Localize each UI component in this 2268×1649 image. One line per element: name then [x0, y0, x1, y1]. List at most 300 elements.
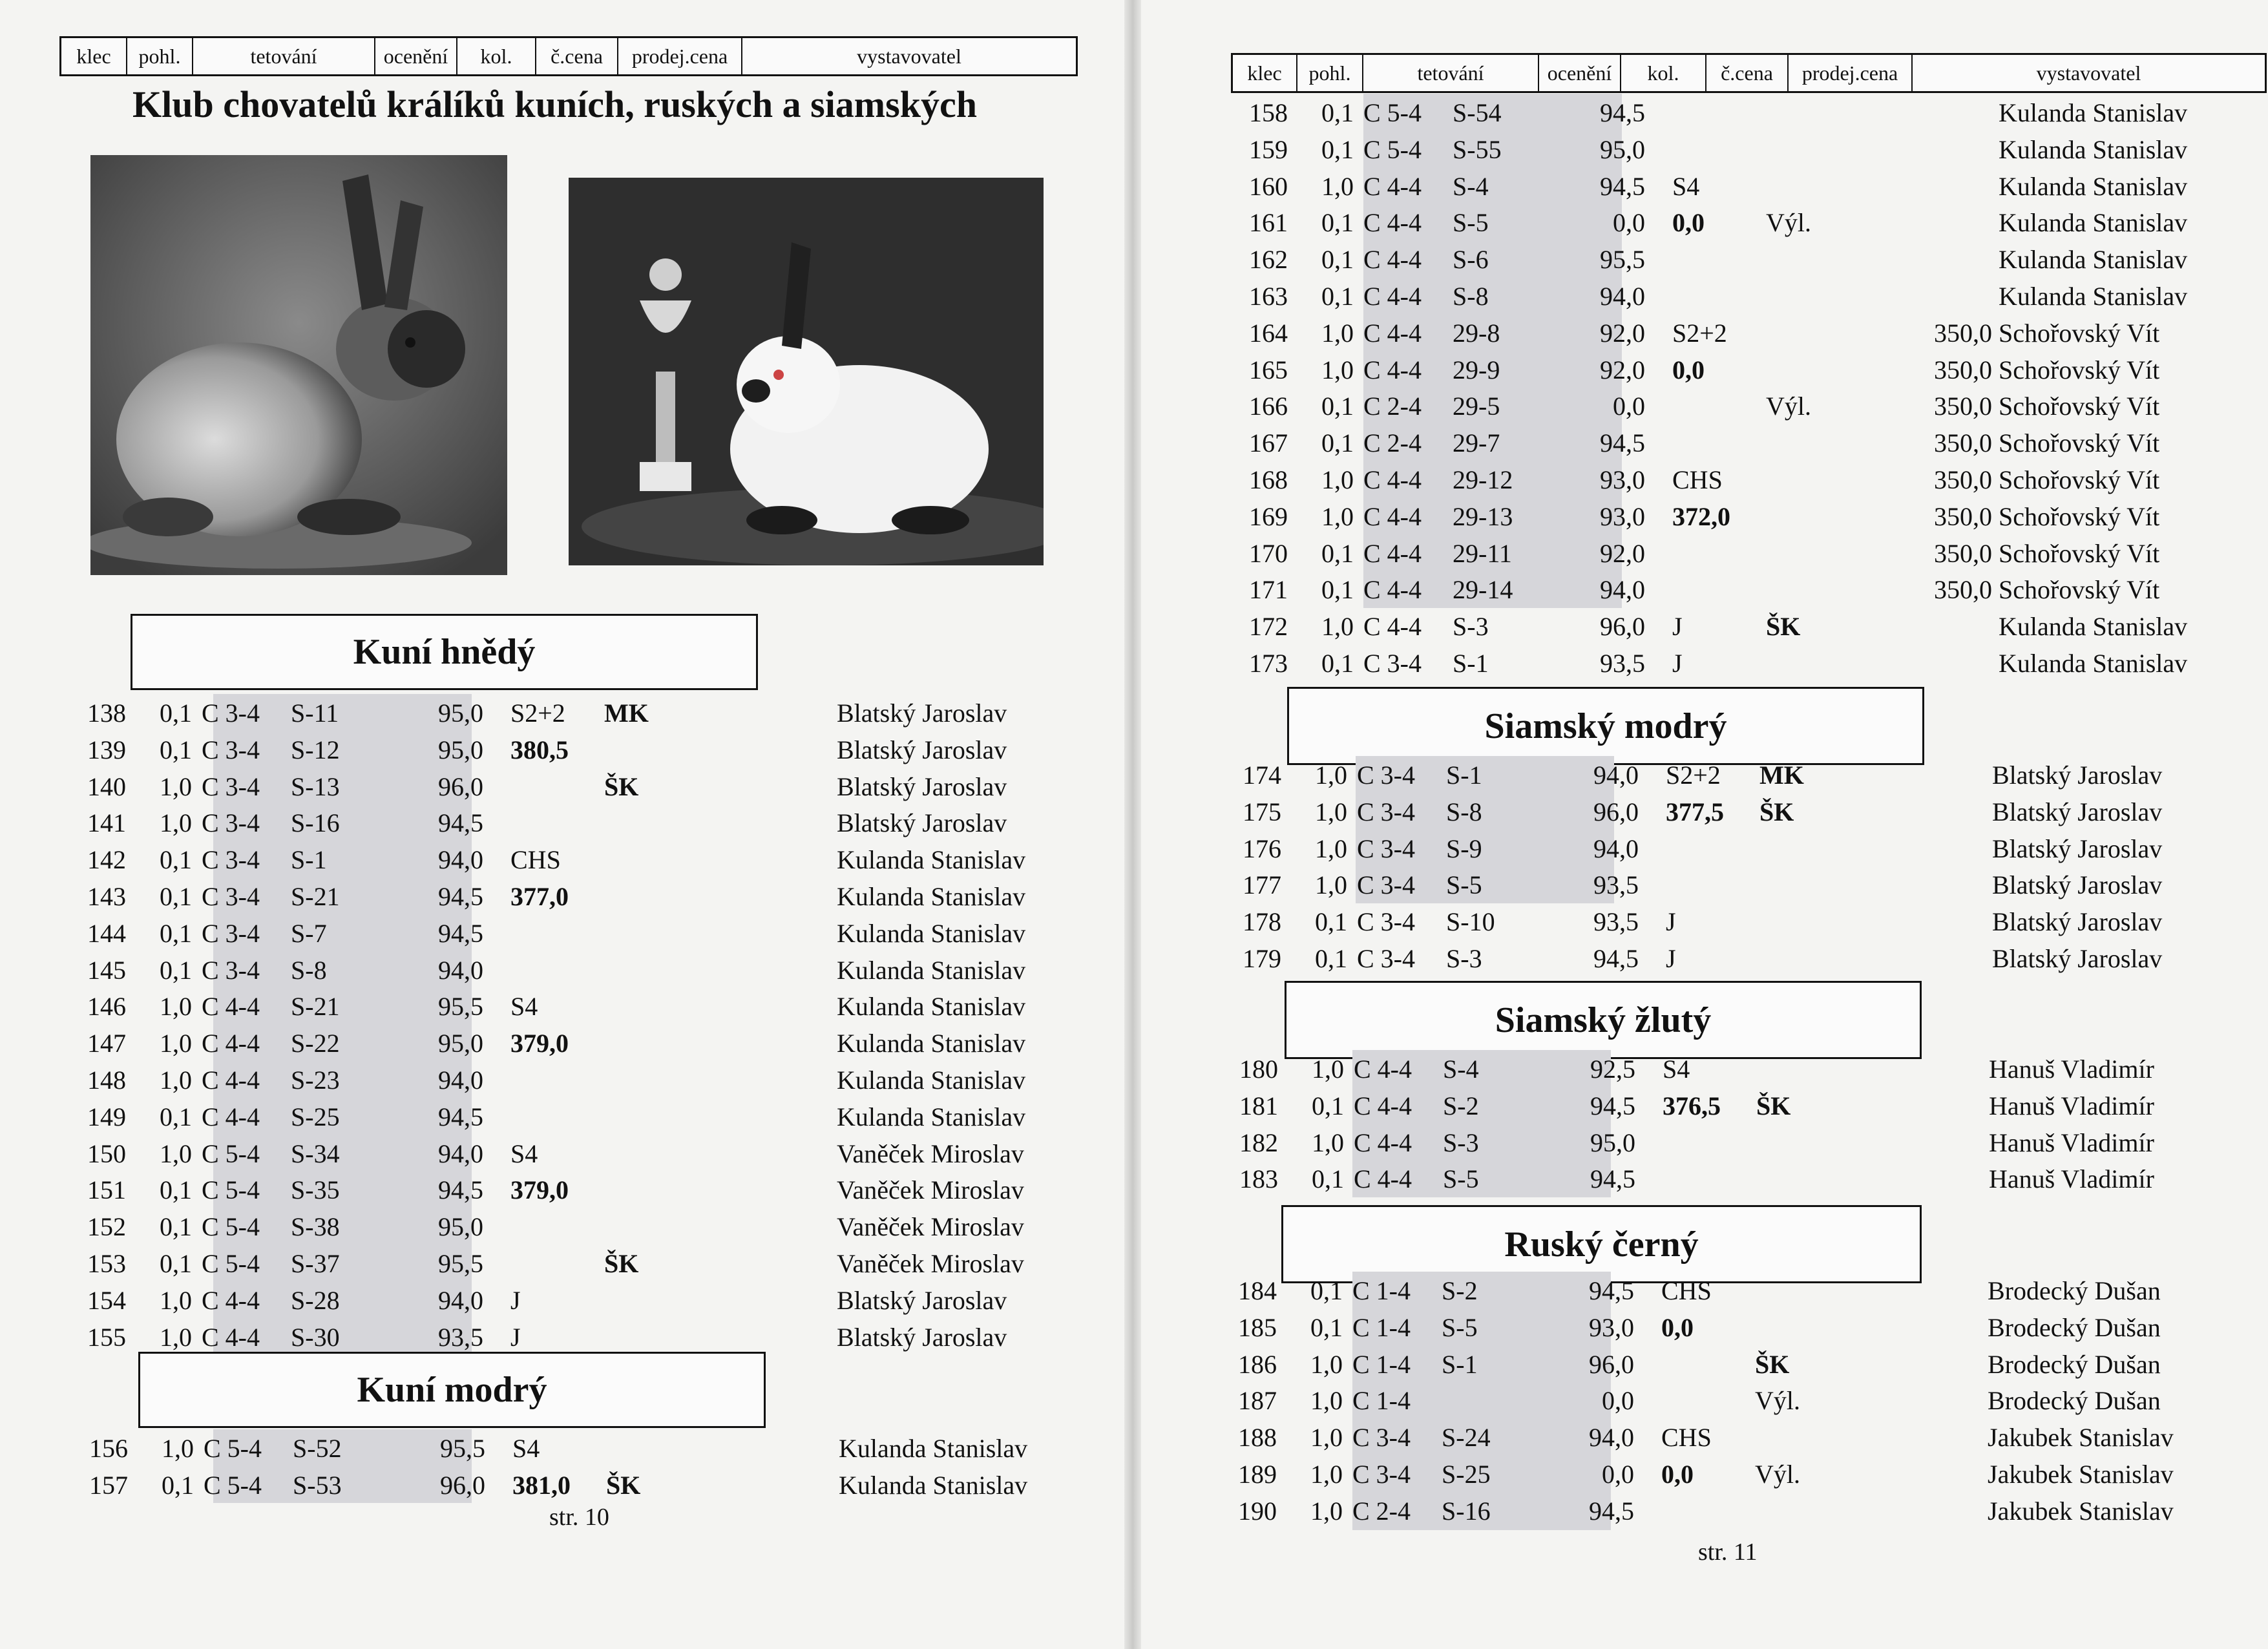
row-sex: 0,1	[160, 698, 192, 728]
table-row	[1238, 1345, 2246, 1382]
table-row	[1249, 240, 2257, 277]
row-cage-number: 176	[1243, 834, 1281, 863]
row-score: 93,5	[1593, 870, 1639, 900]
row-exhibitor: Kulanda Stanislav	[837, 955, 1026, 985]
row-exhibitor: Hanuš Vladimír	[1989, 1164, 2154, 1194]
row-tattoo-left: C 3-4	[202, 881, 260, 911]
row-sex: 0,1	[160, 1102, 192, 1131]
table-row	[1239, 1050, 2247, 1087]
row-score: 94,5	[438, 918, 483, 948]
row-collection: 0,0	[1672, 208, 1705, 238]
table-row	[1238, 1308, 2246, 1345]
row-tattoo-left: C 5-4	[202, 1248, 260, 1278]
row-prize: Výl.	[1755, 1386, 1800, 1416]
row-exhibitor: Kulanda Stanislav	[837, 881, 1026, 911]
row-tattoo-left: C 3-4	[202, 845, 260, 875]
row-tattoo-left: C 3-4	[202, 955, 260, 985]
row-sex: 1,0	[1312, 1128, 1344, 1157]
row-score: 0,0	[1602, 1459, 1634, 1489]
row-tattoo-right: S-1	[1446, 761, 1482, 790]
row-prize: ŠK	[1766, 612, 1801, 642]
header-prodej: prodej.cena	[1789, 55, 1913, 91]
row-sale-price: 350,0	[1934, 538, 1992, 568]
row-sale-price: 350,0	[1934, 392, 1992, 421]
row-exhibitor: Schořovský Vít	[1999, 392, 2160, 421]
row-score: 92,0	[1600, 538, 1645, 568]
row-tattoo-right: S-37	[291, 1248, 340, 1278]
row-score: 94,5	[1600, 98, 1645, 127]
row-score: 93,5	[1593, 907, 1639, 937]
row-cage-number: 184	[1238, 1276, 1277, 1305]
row-score: 0,0	[1613, 208, 1645, 238]
row-tattoo-right: S-1	[1442, 1349, 1478, 1379]
row-sex: 0,1	[1315, 943, 1347, 973]
row-prize: Výl.	[1755, 1459, 1800, 1489]
row-tattoo-left: C 5-4	[204, 1470, 262, 1500]
row-collection: S4	[510, 1139, 538, 1168]
table-row	[1239, 1160, 2247, 1197]
row-cage-number: 174	[1243, 761, 1281, 790]
row-tattoo-left: C 5-4	[202, 1175, 260, 1205]
row-sex: 1,0	[1310, 1496, 1343, 1526]
row-score: 94,5	[438, 1175, 483, 1205]
table-row	[87, 1135, 1095, 1171]
row-tattoo-left: C 4-4	[1354, 1055, 1412, 1084]
row-prize: ŠK	[604, 1248, 639, 1278]
row-tattoo-right: S-5	[1453, 208, 1489, 238]
row-cage-number: 156	[89, 1434, 128, 1463]
row-sale-price: 350,0	[1934, 465, 1992, 494]
row-cage-number: 165	[1249, 355, 1288, 384]
row-sex: 1,0	[162, 1434, 194, 1463]
row-tattoo-right: 29-14	[1453, 575, 1513, 605]
table-row	[1249, 94, 2257, 131]
left-page	[0, 0, 1132, 1649]
row-prize: ŠK	[1756, 1091, 1791, 1120]
table-row	[1249, 644, 2257, 681]
row-tattoo-right: S-4	[1443, 1055, 1479, 1084]
row-prize: Výl.	[1766, 208, 1811, 238]
row-tattoo-left: C 3-4	[1357, 943, 1415, 973]
row-sex: 0,1	[1321, 245, 1354, 275]
section-title-kuni-modry: Kuní modrý	[138, 1352, 766, 1428]
rows-kuni-hnedy	[87, 694, 1095, 1354]
row-collection: J	[1672, 648, 1683, 678]
row-exhibitor: Kulanda Stanislav	[837, 918, 1026, 948]
row-sex: 0,1	[1321, 281, 1354, 311]
row-collection: 377,5	[1666, 797, 1724, 826]
row-score: 94,5	[438, 808, 483, 838]
row-exhibitor: Kulanda Stanislav	[837, 1029, 1026, 1058]
row-cage-number: 150	[87, 1139, 126, 1168]
row-sex: 0,1	[1321, 538, 1354, 568]
row-exhibitor: Jakubek Stanislav	[1988, 1423, 2174, 1453]
row-sex: 0,1	[1321, 428, 1354, 458]
row-exhibitor: Schořovský Vít	[1999, 575, 2160, 605]
right-page	[1142, 0, 2268, 1649]
row-collection: S4	[1663, 1055, 1690, 1084]
row-cage-number: 148	[87, 1065, 126, 1095]
row-tattoo-left: C 3-4	[1352, 1423, 1411, 1453]
row-cage-number: 140	[87, 772, 126, 801]
row-tattoo-right: S-38	[291, 1212, 340, 1242]
row-sex: 1,0	[1315, 797, 1347, 826]
row-tattoo-right: S-5	[1446, 870, 1482, 900]
row-collection: 372,0	[1672, 501, 1730, 531]
row-cage-number: 157	[89, 1470, 128, 1500]
row-tattoo-left: C 3-4	[202, 918, 260, 948]
table-row	[1238, 1272, 2246, 1308]
row-collection: CHS	[1661, 1276, 1712, 1305]
row-tattoo-left: C 5-4	[202, 1139, 260, 1168]
table-row	[1249, 351, 2257, 388]
row-score: 0,0	[1613, 392, 1645, 421]
table-row	[89, 1466, 1097, 1503]
row-tattoo-left: C 4-4	[1363, 245, 1422, 275]
row-tattoo-right: S-2	[1442, 1276, 1478, 1305]
row-exhibitor: Blatský Jaroslav	[1992, 943, 2163, 973]
row-exhibitor: Kulanda Stanislav	[1999, 98, 2188, 127]
row-exhibitor: Jakubek Stanislav	[1988, 1496, 2174, 1526]
header-oceneni: ocenění	[375, 38, 457, 74]
row-exhibitor: Vaněček Miroslav	[837, 1212, 1024, 1242]
row-sex: 1,0	[1315, 761, 1347, 790]
row-tattoo-right: S-21	[291, 881, 340, 911]
header-prodej: prodej.cena	[618, 38, 742, 74]
row-score: 94,5	[1600, 428, 1645, 458]
row-exhibitor: Kulanda Stanislav	[1999, 281, 2188, 311]
row-tattoo-right: S-34	[291, 1139, 340, 1168]
row-tattoo-left: C 2-4	[1363, 428, 1422, 458]
row-tattoo-left: C 3-4	[1357, 797, 1415, 826]
row-tattoo-left: C 4-4	[1354, 1128, 1412, 1157]
row-cage-number: 183	[1239, 1164, 1278, 1194]
row-score: 96,0	[1593, 797, 1639, 826]
row-sex: 1,0	[160, 992, 192, 1022]
row-sex: 0,1	[160, 735, 192, 764]
row-cage-number: 185	[1238, 1312, 1277, 1342]
row-score: 0,0	[1602, 1386, 1634, 1416]
row-exhibitor: Blatský Jaroslav	[837, 772, 1007, 801]
row-collection: 0,0	[1661, 1459, 1694, 1489]
row-tattoo-right: S-4	[1453, 171, 1489, 201]
row-tattoo-right: S-1	[291, 845, 327, 875]
table-row	[1249, 424, 2257, 461]
table-row	[1243, 903, 2251, 940]
row-score: 96,0	[438, 772, 483, 801]
row-sex: 0,1	[162, 1470, 194, 1500]
row-score: 92,0	[1600, 355, 1645, 384]
row-score: 95,0	[438, 1029, 483, 1058]
row-collection: CHS	[1661, 1423, 1712, 1453]
row-sale-price: 350,0	[1934, 575, 1992, 605]
table-row	[1239, 1124, 2247, 1161]
table-row	[1243, 830, 2251, 867]
row-exhibitor: Schořovský Vít	[1999, 428, 2160, 458]
row-exhibitor: Hanuš Vladimír	[1989, 1055, 2154, 1084]
row-exhibitor: Schořovský Vít	[1999, 501, 2160, 531]
row-tattoo-right: 29-9	[1453, 355, 1500, 384]
row-tattoo-right: 29-12	[1453, 465, 1513, 494]
page-number-right: str. 11	[1698, 1539, 1758, 1566]
table-row	[1239, 1087, 2247, 1124]
row-tattoo-left: C 1-4	[1352, 1312, 1411, 1342]
rows-siamsky-modry	[1243, 756, 2251, 976]
row-exhibitor: Brodecký Dušan	[1988, 1276, 2161, 1305]
row-exhibitor: Vaněček Miroslav	[837, 1175, 1024, 1205]
row-cage-number: 153	[87, 1248, 126, 1278]
row-collection: J	[1672, 612, 1683, 642]
row-exhibitor: Brodecký Dušan	[1988, 1386, 2161, 1416]
row-prize: Výl.	[1766, 392, 1811, 421]
row-tattoo-right: 29-5	[1453, 392, 1500, 421]
row-tattoo-left: C 1-4	[1352, 1276, 1411, 1305]
header-tetovani: tetování	[1363, 55, 1539, 91]
row-tattoo-right: S-12	[291, 735, 340, 764]
row-cage-number: 163	[1249, 281, 1288, 311]
row-tattoo-left: C 3-4	[1357, 834, 1415, 863]
row-sex: 0,1	[1310, 1312, 1343, 1342]
row-collection: S4	[510, 992, 538, 1022]
row-exhibitor: Blatský Jaroslav	[1992, 870, 2163, 900]
table-row	[1249, 131, 2257, 167]
row-tattoo-right: S-30	[291, 1322, 340, 1352]
row-exhibitor: Blatský Jaroslav	[837, 698, 1007, 728]
row-sex: 1,0	[1310, 1459, 1343, 1489]
header-vystavovatel: vystavovatel	[857, 44, 961, 68]
row-collection: CHS	[1672, 465, 1723, 494]
row-collection: J	[510, 1322, 521, 1352]
row-tattoo-left: C 1-4	[1352, 1386, 1411, 1416]
row-tattoo-right: S-53	[293, 1470, 342, 1500]
row-exhibitor: Blatský Jaroslav	[837, 1285, 1007, 1315]
row-score: 94,5	[1590, 1164, 1635, 1194]
row-score: 96,0	[1589, 1349, 1634, 1379]
row-exhibitor: Blatský Jaroslav	[837, 735, 1007, 764]
row-score: 95,0	[438, 1212, 483, 1242]
row-cage-number: 141	[87, 808, 126, 838]
row-sale-price: 350,0	[1934, 318, 1992, 348]
row-tattoo-right: S-8	[291, 955, 327, 985]
row-collection: 376,5	[1663, 1091, 1721, 1120]
row-sex: 0,1	[1321, 648, 1354, 678]
row-tattoo-left: C 4-4	[1363, 355, 1422, 384]
row-score: 94,5	[1593, 943, 1639, 973]
row-sex: 1,0	[160, 808, 192, 838]
row-collection: 377,0	[510, 881, 569, 911]
table-row	[87, 951, 1095, 988]
row-tattoo-right: S-3	[1446, 943, 1482, 973]
row-score: 94,5	[438, 1102, 483, 1131]
row-prize: ŠK	[604, 772, 639, 801]
row-tattoo-right: S-54	[1453, 98, 1502, 127]
row-exhibitor: Schořovský Vít	[1999, 538, 2160, 568]
row-cage-number: 189	[1238, 1459, 1277, 1489]
row-cage-number: 142	[87, 845, 126, 875]
table-row	[1249, 461, 2257, 498]
row-score: 94,0	[438, 1285, 483, 1315]
row-prize: ŠK	[1759, 797, 1794, 826]
row-tattoo-right: S-11	[291, 698, 339, 728]
row-cage-number: 146	[87, 992, 126, 1022]
header-pohl: pohl.	[127, 38, 193, 74]
page-number-left: str. 10	[549, 1504, 609, 1531]
row-cage-number: 162	[1249, 245, 1288, 275]
row-score: 94,0	[438, 1065, 483, 1095]
row-tattoo-right: 29-13	[1453, 501, 1513, 531]
table-row	[89, 1429, 1097, 1466]
row-exhibitor: Kulanda Stanislav	[839, 1434, 1028, 1463]
row-tattoo-right: S-23	[291, 1065, 340, 1095]
row-tattoo-left: C 2-4	[1363, 392, 1422, 421]
row-exhibitor: Vaněček Miroslav	[837, 1139, 1024, 1168]
row-sex: 0,1	[1310, 1276, 1343, 1305]
row-exhibitor: Blatský Jaroslav	[1992, 834, 2163, 863]
row-exhibitor: Blatský Jaroslav	[837, 808, 1007, 838]
row-exhibitor: Brodecký Dušan	[1988, 1349, 2161, 1379]
row-exhibitor: Kulanda Stanislav	[837, 845, 1026, 875]
row-sex: 0,1	[1315, 907, 1347, 937]
row-tattoo-right: S-35	[291, 1175, 340, 1205]
row-collection: 0,0	[1672, 355, 1705, 384]
row-score: 94,0	[1589, 1423, 1634, 1453]
row-tattoo-left: C 4-4	[202, 1322, 260, 1352]
header-vystavovatel: vystavovatel	[2036, 61, 2141, 85]
row-sale-price: 350,0	[1934, 355, 1992, 384]
row-tattoo-left: C 4-4	[1363, 208, 1422, 238]
row-collection: 0,0	[1661, 1312, 1694, 1342]
row-sale-price: 350,0	[1934, 501, 1992, 531]
row-cage-number: 168	[1249, 465, 1288, 494]
table-row	[1243, 793, 2251, 830]
row-sex: 1,0	[1321, 355, 1354, 384]
table-row	[87, 1171, 1095, 1208]
row-tattoo-left: C 4-4	[1363, 575, 1422, 605]
row-sex: 1,0	[160, 1322, 192, 1352]
row-collection: S4	[512, 1434, 540, 1463]
siamese-rabbit-photo	[90, 155, 507, 575]
row-cage-number: 154	[87, 1285, 126, 1315]
row-sex: 1,0	[1321, 501, 1354, 531]
row-sex: 0,1	[1321, 392, 1354, 421]
table-row	[87, 1281, 1095, 1318]
row-collection: J	[1666, 943, 1676, 973]
row-cage-number: 152	[87, 1212, 126, 1242]
row-cage-number: 172	[1249, 612, 1288, 642]
row-tattoo-left: C 4-4	[1363, 501, 1422, 531]
row-score: 94,0	[438, 1139, 483, 1168]
header-kol: kol.	[457, 38, 536, 74]
header-oceneni: ocenění	[1539, 55, 1621, 91]
row-tattoo-right: S-3	[1453, 612, 1489, 642]
row-cage-number: 182	[1239, 1128, 1278, 1157]
header-kol: kol.	[1621, 55, 1706, 91]
row-tattoo-right: S-24	[1442, 1423, 1491, 1453]
row-tattoo-right: S-52	[293, 1434, 342, 1463]
row-cage-number: 179	[1243, 943, 1281, 973]
row-prize: MK	[1759, 761, 1804, 790]
row-tattoo-left: C 3-4	[1357, 870, 1415, 900]
table-row	[87, 877, 1095, 914]
row-cage-number: 181	[1239, 1091, 1278, 1120]
row-tattoo-left: C 4-4	[202, 992, 260, 1022]
row-exhibitor: Blatský Jaroslav	[1992, 797, 2163, 826]
row-tattoo-left: C 5-4	[204, 1434, 262, 1463]
table-row	[1249, 571, 2257, 607]
row-sex: 1,0	[160, 1285, 192, 1315]
row-tattoo-left: C 5-4	[1363, 134, 1422, 164]
row-tattoo-left: C 2-4	[1352, 1496, 1411, 1526]
row-sex: 0,1	[160, 1175, 192, 1205]
row-score: 95,0	[438, 698, 483, 728]
row-tattoo-right: S-1	[1453, 648, 1489, 678]
row-exhibitor: Blatský Jaroslav	[1992, 761, 2163, 790]
row-collection: S4	[1672, 171, 1700, 201]
table-row	[87, 1098, 1095, 1135]
section-title-rusky-cerny: Ruský černý	[1281, 1205, 1922, 1283]
row-exhibitor: Kulanda Stanislav	[1999, 134, 2188, 164]
row-tattoo-left: C 4-4	[1363, 281, 1422, 311]
row-sex: 1,0	[1321, 612, 1354, 642]
row-tattoo-right: S-22	[291, 1029, 340, 1058]
row-sex: 1,0	[160, 1139, 192, 1168]
row-tattoo-left: C 4-4	[1354, 1164, 1412, 1194]
table-row	[1249, 498, 2257, 534]
table-row	[87, 987, 1095, 1024]
table-row	[87, 1061, 1095, 1098]
table-row	[1243, 866, 2251, 903]
row-exhibitor: Hanuš Vladimír	[1989, 1128, 2154, 1157]
row-sex: 0,1	[160, 918, 192, 948]
row-sex: 1,0	[160, 1029, 192, 1058]
row-collection: S2+2	[1666, 761, 1721, 790]
header-cena: č.cena	[536, 38, 618, 74]
row-tattoo-right: S-21	[291, 992, 340, 1022]
row-cage-number: 186	[1238, 1349, 1277, 1379]
row-tattoo-right: S-28	[291, 1285, 340, 1315]
table-row	[1249, 314, 2257, 351]
row-tattoo-right: 29-11	[1453, 538, 1512, 568]
row-score: 94,0	[1593, 834, 1639, 863]
row-tattoo-right: S-6	[1453, 245, 1489, 275]
row-tattoo-left: C 4-4	[202, 1102, 260, 1131]
row-prize: ŠK	[606, 1470, 641, 1500]
row-collection: 379,0	[510, 1029, 569, 1058]
row-sex: 1,0	[1310, 1349, 1343, 1379]
header-pohl: pohl.	[1297, 55, 1363, 91]
table-row	[1238, 1455, 2246, 1492]
row-exhibitor: Schořovský Vít	[1999, 355, 2160, 384]
row-cage-number: 149	[87, 1102, 126, 1131]
row-tattoo-right: S-8	[1446, 797, 1482, 826]
row-score: 94,5	[1600, 171, 1645, 201]
row-tattoo-left: C 3-4	[202, 698, 260, 728]
row-tattoo-left: C 3-4	[1363, 648, 1422, 678]
row-cage-number: 164	[1249, 318, 1288, 348]
row-collection: 380,5	[510, 735, 569, 764]
row-sex: 0,1	[1321, 575, 1354, 605]
row-tattoo-left: C 4-4	[1354, 1091, 1412, 1120]
row-sex: 0,1	[160, 955, 192, 985]
row-tattoo-right: S-25	[291, 1102, 340, 1131]
row-score: 94,5	[1590, 1091, 1635, 1120]
row-sex: 0,1	[1321, 134, 1354, 164]
row-score: 94,0	[438, 955, 483, 985]
row-score: 96,0	[1600, 612, 1645, 642]
row-tattoo-left: C 4-4	[1363, 171, 1422, 201]
row-sex: 0,1	[160, 845, 192, 875]
table-row	[87, 694, 1095, 731]
